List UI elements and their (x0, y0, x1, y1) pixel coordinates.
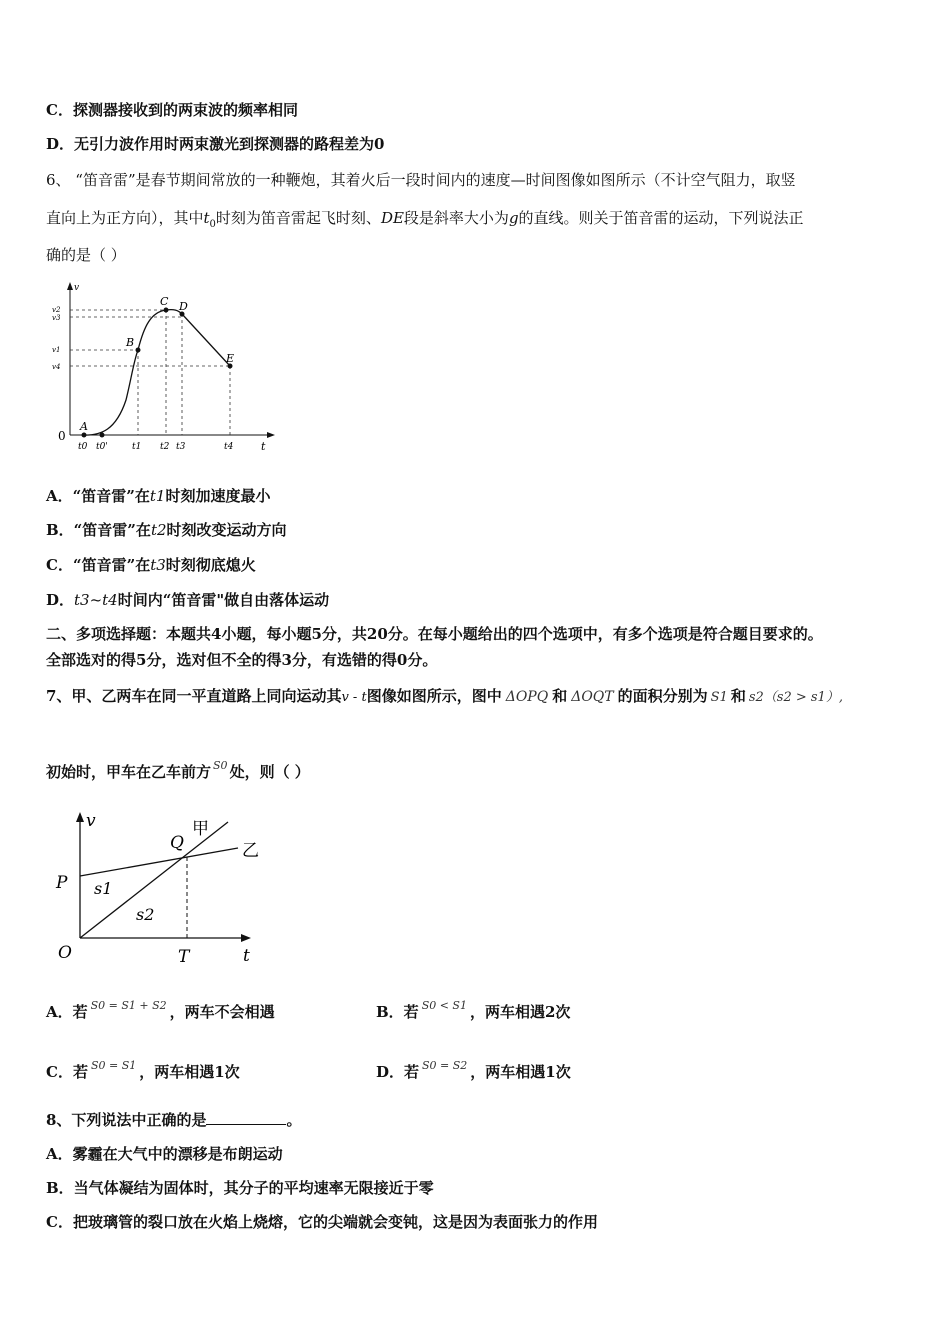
q8-option-a: A．雾霾在大气中的漂移是布朗运动 (46, 1145, 283, 1163)
q6-option-c: C．“笛音雷”在t3时刻彻底熄火 (46, 556, 256, 574)
fig6-point-c (164, 308, 169, 313)
fig6-ytick-v1: v1 (52, 346, 61, 354)
fig7-q-label: Q (170, 833, 184, 853)
q6-vt-graph (46, 280, 286, 460)
fig7-s1-label: s1 (94, 879, 113, 898)
fig6-t-label: t (261, 440, 266, 453)
q6-option-a: A．“笛音雷”在t1时刻加速度最小 (46, 487, 271, 505)
q8-answer-blank[interactable] (206, 1110, 286, 1125)
fig7-jia-label: 甲 (192, 819, 209, 839)
q6-text-line1: 6、 “笛音雷”是春节期间常放的一种鞭炮，其着火后一段时间内的速度—时间图像如图所示（不计空气阻力，取竖 (46, 171, 796, 189)
fig7-s2-label: s2 (136, 905, 155, 924)
fig6-point-b (136, 348, 141, 353)
fig7-t-label: t (243, 946, 250, 966)
fig7-p-label: P (56, 873, 68, 893)
fig6-xtick-t4: t4 (224, 442, 234, 452)
q7-option-a: A．若 $^{S0 = S1 + S2}$ ，两车不会相遇 (46, 999, 275, 1021)
fig6-label-d: D (179, 300, 188, 313)
q8-option-c: C．把玻璃管的裂口放在火焰上烧熔，它的尖端就会变钝，这是因为表面张力的作用 (46, 1213, 598, 1231)
q6-text-line2: 直向上为正方向），其中$t_0$时刻为笛音雷起飞时刻、DE段是斜率大小为g的直线。则关于笛音雷的运动，下列说法正 (46, 209, 804, 230)
fig6-point-a (82, 433, 87, 438)
fig6-xtick-t2: t2 (160, 442, 170, 452)
fig6-label-b: B (126, 336, 135, 349)
option-d-previous: D．无引力波作用时两束激光到探测器的路程差为0 (46, 135, 385, 153)
q7-text-line1: 7、甲、乙两车在同一平直道路上同向运动其v - t图像如图所示，图中 ΔOPQ 和 ΔOQT 的面积分别为 S1 和 s2（s2 > s1）, (46, 687, 843, 705)
fig6-label-e: E (226, 352, 235, 365)
q6-option-b: B．“笛音雷”在t2时刻改变运动方向 (46, 521, 287, 539)
fig6-xtick-t3: t3 (176, 442, 186, 452)
section2-heading-line1: 二、多项选择题：本题共4小题，每小题5分，共20分。在每小题给出的四个选项中，有多个选项是符合题目要求的。 (46, 625, 823, 643)
fig7-t-point-label: T (178, 947, 190, 967)
fig6-xtick-t1: t1 (132, 442, 142, 452)
fig6-ytick-v2: v2 (52, 306, 61, 314)
fig6-origin: 0 (58, 429, 66, 443)
fig7-yi-label: 乙 (242, 841, 259, 861)
fig6-curve (82, 310, 230, 435)
fig6-point-a2 (100, 433, 105, 438)
q7-option-b: B．若 $^{S0 < S1}$ ，两车相遇2次 (376, 999, 571, 1021)
q8-option-b: B．当气体凝结为固体时，其分子的平均速率无限接近于零 (46, 1179, 434, 1197)
fig6-label-c: C (160, 295, 169, 308)
fig6-ytick-v3: v3 (52, 314, 61, 322)
fig7-v-label: v (86, 811, 96, 831)
section2-heading-line2: 全部选对的得5分，选对但不全的得3分，有选错的得0分。 (46, 651, 438, 669)
fig6-xtick-t0p: t0' (96, 442, 108, 452)
q7-vt-graph (50, 808, 280, 968)
option-c-previous: C．探测器接收到的两束波的频率相同 (46, 101, 298, 119)
q6-option-d: D．t3~t4时间内“笛音雷"做自由落体运动 (46, 591, 330, 609)
fig6-ytick-v4: v4 (52, 363, 61, 371)
q6-text-line3: 确的是（ ） (46, 246, 126, 264)
fig7-origin: O (58, 943, 72, 963)
fig6-xtick-t0: t0 (78, 442, 88, 452)
q7-option-c: C．若 $^{S0 = S1}$ ，两车相遇1次 (46, 1059, 240, 1081)
q7-option-d: D．若 $^{S0 = S2}$ ，两车相遇1次 (376, 1059, 571, 1081)
fig7-line-yi (80, 848, 238, 876)
q8-text: 8、下列说法中正确的是 。 (46, 1111, 302, 1129)
q7-text-line2: 初始时，甲车在乙车前方 $^{S0}$ 处，则（ ） (46, 759, 310, 781)
fig6-v-label: v (74, 283, 80, 293)
fig6-label-a: A (80, 420, 88, 433)
